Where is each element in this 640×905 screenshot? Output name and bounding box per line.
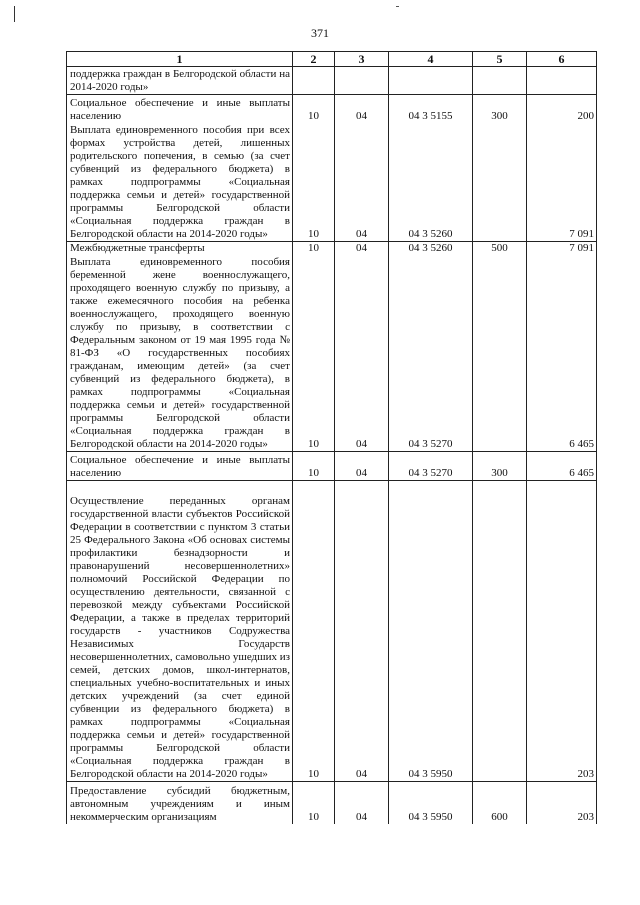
row-description: Предоставление субсидий бюджетным, автономным учреждениям и иным некоммерческим организациям: [67, 782, 293, 825]
cell-subsection: 04: [335, 481, 389, 782]
cell-subsection: 04: [335, 123, 389, 242]
cell-target-article: [389, 67, 473, 95]
table-row: [67, 452, 597, 481]
table-row: [67, 123, 597, 242]
cell-expense-type: 300: [473, 452, 527, 481]
row-description: поддержка граждан в Белгородской области на 2014-2020 годы»: [67, 67, 293, 95]
cell-expense-type: [473, 255, 527, 452]
cell-target-article: 04 3 5270: [389, 452, 473, 481]
cell-target-article: 04 3 5260: [389, 242, 473, 256]
budget-table: [66, 51, 597, 824]
cell-target-article: 04 3 5950: [389, 782, 473, 825]
cell-target-article: 04 3 5155: [389, 95, 473, 124]
column-header: 1: [67, 52, 293, 67]
row-description: Социальное обеспечение и иные выплаты населению: [67, 95, 293, 124]
row-description: Социальное обеспечение и иные выплаты населению: [67, 452, 293, 481]
cell-section: 10: [293, 95, 335, 124]
cell-amount: [527, 67, 597, 95]
column-header: 2: [293, 52, 335, 67]
cell-target-article: 04 3 5270: [389, 255, 473, 452]
cell-section: 10: [293, 452, 335, 481]
cell-target-article: 04 3 5950: [389, 481, 473, 782]
cell-expense-type: [473, 481, 527, 782]
row-description: Выплата единовременного пособия беременной жене военнослужащего, проходящего военную службу по призыву, а также ежемесячного пособия на ребенка военнослужащего, проходящего военную службу по призыву, в соответствии с Федеральным законом от 19 мая 1995 года № 81-ФЗ «О государственных пособиях гражданам, имеющим детей» (за счет субвенций из федерального бюджета), в рамках подпрограммы «Социальная поддержка семьи и детей» государственной программы Белгородской области «Социальная поддержка граждан в Белгородской области на 2014-2020 годы»: [67, 255, 293, 452]
cell-expense-type: [473, 67, 527, 95]
cell-expense-type: [473, 123, 527, 242]
cell-amount: 7 091: [527, 123, 597, 242]
cell-target-article: 04 3 5260: [389, 123, 473, 242]
cell-section: [293, 67, 335, 95]
cell-section: 10: [293, 123, 335, 242]
cell-amount: 6 465: [527, 452, 597, 481]
cell-subsection: 04: [335, 95, 389, 124]
table-row: [67, 242, 597, 256]
column-header: 5: [473, 52, 527, 67]
row-description: Осуществление переданных органам государственной власти субъектов Российской Федерации в соответствии с пунктом 3 статьи 25 Федерального Закона «Об основах системы профилактики безнадзорности и правонарушений несовершеннолетних» полномочий Российской Федерации по осуществлению деятельности, связанной с перевозкой между субъектами Российской Федерации, а также в пределах территорий государств - участников Содружества Независимых Государств несовершеннолетних, самовольно ушедших из семей, детских домов, школ-интернатов, специальных учебно-воспитательных и иных детских учреждений (за счет единой субвенции из федерального бюджета) в рамках подпрограммы «Социальная поддержка семьи и детей» государственной программы Белгородской области «Социальная поддержка граждан в Белгородской области на 2014-2020 годы»: [67, 481, 293, 782]
cell-section: 10: [293, 242, 335, 256]
cell-amount: 200: [527, 95, 597, 124]
cell-expense-type: 600: [473, 782, 527, 825]
row-description: Межбюджетные трансферты: [67, 242, 293, 256]
cell-subsection: 04: [335, 782, 389, 825]
table-row: [67, 95, 597, 124]
table-row: [67, 481, 597, 782]
cell-amount: 6 465: [527, 255, 597, 452]
cell-subsection: [335, 67, 389, 95]
table-header-row: [67, 52, 597, 67]
table-row: [67, 782, 597, 825]
scan-dot-mark: [396, 6, 399, 7]
column-header: 4: [389, 52, 473, 67]
cell-amount: 7 091: [527, 242, 597, 256]
cell-expense-type: 300: [473, 95, 527, 124]
cell-section: 10: [293, 782, 335, 825]
cell-subsection: 04: [335, 255, 389, 452]
cell-amount: 203: [527, 782, 597, 825]
table-row: [67, 255, 597, 452]
column-header: 6: [527, 52, 597, 67]
cell-amount: 203: [527, 481, 597, 782]
cell-subsection: 04: [335, 242, 389, 256]
page-number: 371: [311, 26, 329, 40]
cell-expense-type: 500: [473, 242, 527, 256]
column-header: 3: [335, 52, 389, 67]
cell-section: 10: [293, 481, 335, 782]
scan-edge-mark: [14, 6, 15, 22]
row-description: Выплата единовременного пособия при всех формах устройства детей, лишенных родительского попечения, в семью (за счет субвенций из федерального бюджета) в рамках подпрограммы «Социальная поддержка семьи и детей» государственной программы Белгородской области «Социальная поддержка граждан в Белгородской области на 2014-2020 годы»: [67, 123, 293, 242]
cell-subsection: 04: [335, 452, 389, 481]
cell-section: 10: [293, 255, 335, 452]
table-row: [67, 67, 597, 95]
